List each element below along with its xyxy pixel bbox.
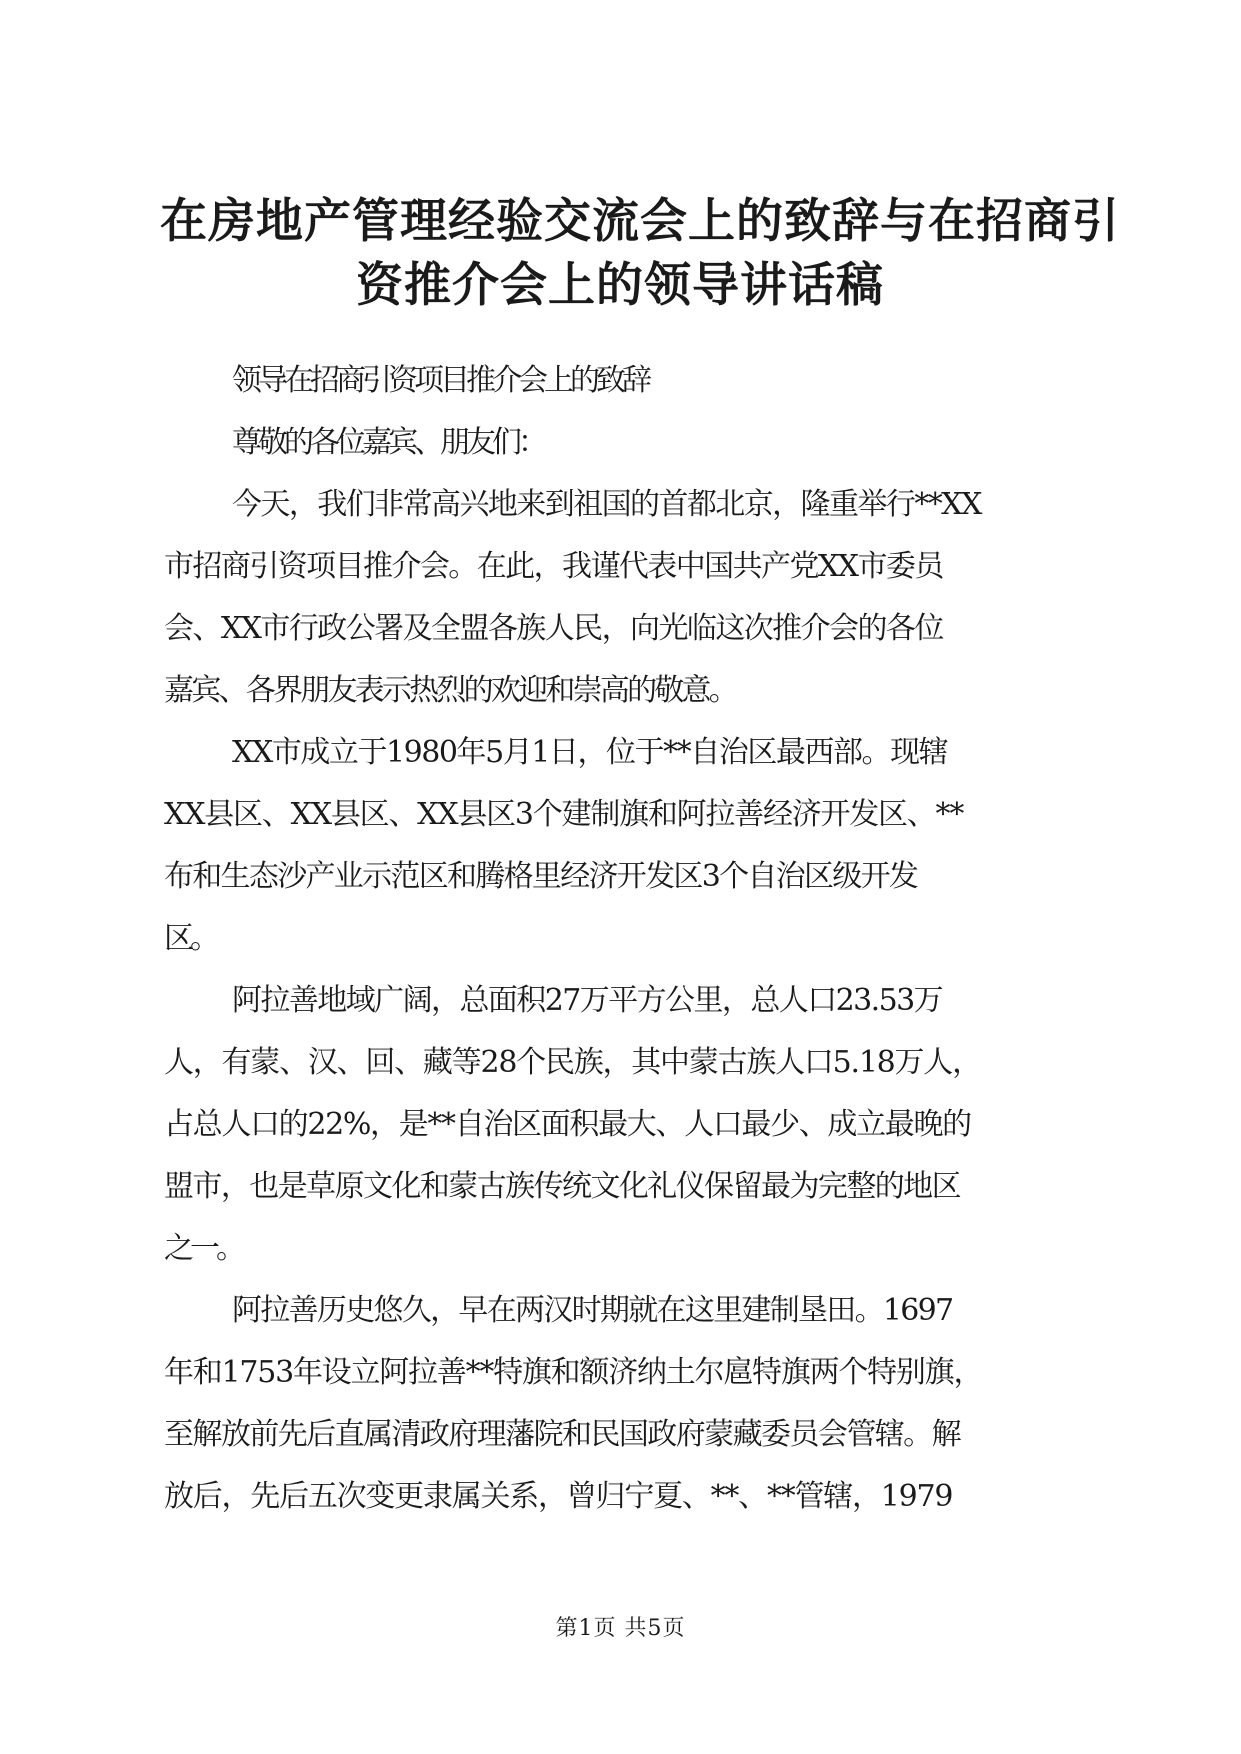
paragraph-line: 今天，我们非常高兴地来到祖国的首都北京，隆重举行**XX [232, 487, 981, 522]
paragraph-line: 人，有蒙、汉、回、藏等28个民族，其中蒙古族人口5.18万人， [164, 1045, 981, 1080]
title-line: 在房地产管理经验交流会上的致辞与在招商引 [160, 194, 1120, 249]
paragraph-line: 至解放前先后直属清政府理藩院和民国政府蒙藏委员会管辖。解 [164, 1417, 961, 1452]
paragraph-line: 会、XX市行政公署及全盟各族人民，向光临这次推介会的各位 [164, 611, 943, 646]
paragraph-line: 阿拉善地域广阔，总面积27万平方公里，总人口23.53万 [232, 983, 943, 1018]
paragraph-line: 领导在招商引资项目推介会上的致辞 [232, 363, 648, 398]
paragraph-line: 尊敬的各位嘉宾、朋友们： [232, 425, 544, 460]
paragraph-line: 布和生态沙产业示范区和腾格里经济开发区3个自治区级开发 [164, 859, 918, 894]
paragraph [164, 350, 1084, 412]
title-line: 资推介会上的领导讲话稿 [356, 258, 884, 313]
page-number: 第1页 共5页 [555, 1616, 686, 1641]
paragraph-line: 嘉宾、各界朋友表示热烈的欢迎和崇高的敬意。 [164, 673, 737, 708]
paragraph-line: XX市成立于1980年5月1日，位于**自治区最西部。现辖 [232, 735, 948, 770]
paragraph-line: 年和1753年设立阿拉善**特旗和额济纳土尔扈特旗两个特别旗， [164, 1355, 983, 1390]
paragraph-line: XX县区、XX县区、XX县区3个建制旗和阿拉善经济开发区、** [164, 797, 964, 832]
paragraph [164, 474, 1084, 722]
document-title [160, 190, 1120, 318]
paragraph-line: 区。 [164, 921, 216, 956]
paragraph-line: 市招商引资项目推介会。在此，我谨代表中国共产党XX市委员 [164, 549, 943, 584]
paragraph [164, 722, 1084, 970]
paragraph-line: 占总人口的22%，是**自治区面积最大、人口最少、成立最晚的 [164, 1107, 971, 1142]
document-body [164, 350, 1084, 1528]
paragraph [164, 412, 1084, 474]
paragraph [164, 1280, 1084, 1528]
paragraph [164, 970, 1084, 1280]
paragraph-line: 阿拉善历史悠久，早在两汉时期就在这里建制垦田。1697 [232, 1293, 953, 1328]
paragraph-line: 放后，先后五次变更隶属关系，曾归宁夏、**、**管辖，1979 [164, 1479, 953, 1514]
paragraph-line: 盟市，也是草原文化和蒙古族传统文化礼仪保留最为完整的地区 [164, 1169, 961, 1204]
paragraph-line: 之一。 [164, 1231, 242, 1266]
